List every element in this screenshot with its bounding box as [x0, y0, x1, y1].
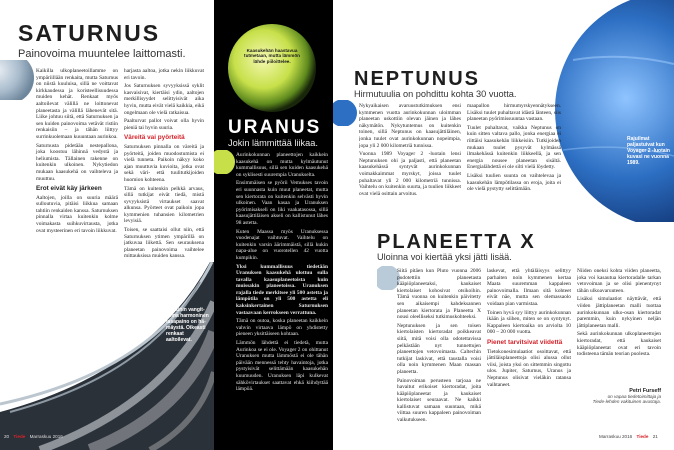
planetx-column-2: [487, 268, 571, 428]
saturn-paragraph: Saturnuksen pinnalla on väreitä ja pyörteitä, joiden muodostumista ei vielä tunneta. Paikoin näkyy koko ajan muuttuvia kuvioita, jotka ovat sekä väri- että tuulitutkijoiden huomion kohteena.: [124, 143, 204, 183]
neptune-paragraph: Lisäksi tuulien suunta on vaihtelevaa ja kaasukehän lämpötilassa on eroja, joita ei ole vielä pystytty selittämään.: [467, 172, 561, 193]
neptune-subtitle: Hirmutuulia on pohdittu kohta 30 vuotta.: [354, 89, 517, 99]
planetx-subhead: Pienet tarvitsivat viidettä: [487, 338, 563, 346]
neptune-planetx-page: [333, 0, 674, 450]
planetx-paragraph: Niiden oneksi kohta viiden planeetta, joka voi kasautua kiertoradalle tarkan vetovoiman ja se olisi pienentynyt tähän ulkoavaruuteen.: [577, 268, 661, 294]
saturn-paragraph: Tämä on kuitenkin pelkkä arvaus, sillä tutkijat eivät tiedä, mistä syvyyksistä virtaukset saavat alkunsa. Pyörteet ovat paikoin jopa kymmenien tuhansien kilometrien levyisiä.: [124, 185, 204, 225]
magazine-brand: Tiede: [636, 434, 649, 439]
uranus-paragraph: Kuten Maassa myös Uranuksessa vuodenajat vaihtuvat. Vaihtelu on kuitenkin varsin äärimmäistä, sillä kukin napa-alue on vuorotellen 42 vuotta kumpikin.: [236, 228, 328, 261]
saturn-subhead: Väreitä vai pyörteitä: [124, 134, 185, 142]
magazine-brand: Tiede: [13, 434, 26, 439]
saturn-caption: Cassinin vangitsema harmoninen tasapaino on hämäystä. Oikeasti renkaat aaltoilevat.: [166, 307, 209, 343]
uranus-image: [214, 18, 333, 118]
issue-date: Marraskuu 2016: [29, 434, 63, 439]
planetx-column-1: [397, 268, 481, 428]
uranus-paragraph: Yksi kummallisuus tiedetään Uranuksen kaasukehä ulottuu sulla tavalla kaasuplaneetoista kuin muissakin planeetoissa. Uranuksen rajalla tiede merkitsee yli 500 astetta ja lämpötila on yli 500 astetta eli kaksinkertainen Saturnuksen vastaavaan kerrokseen verrattuna.: [236, 263, 328, 316]
planetx-paragraph: Neptunuksen ja sen toisen kiertolaisten kiertoradat poikkeavat siitä, mitä voisi olla odotettavissa pelkästään nyt tunnettujen planeettojen vetovoimasta. Caltechin tutkijat laskivat, että taustalla voisi olla noin kymmenen Maan massan planeetta.: [397, 322, 481, 375]
planetx-paragraph: laskevat, että yhtäläisyys selittyy parhaiten noin kymmenen kertaa Maata suuremman kappaleen painovoimalla. Ilmaan sitä kohteet eivät näe, mutta sen olemassaolo voidaan pian varmistaa.: [487, 268, 571, 307]
neptune-title: NEPTUNUS: [354, 68, 481, 90]
planetx-paragraph: Painovoiman perusteen tarjoaa ne havaitut erikoiset kiertoradat, joita kääpiöplaneetat ja kaukaiset kiertolaiset seuraavat. Ne kaikki kallistuvat samaan suuntaan, mikä viittaa suuren kappaleen painovoiman vaikutukseen.: [397, 377, 481, 424]
page-number: 20: [4, 434, 10, 439]
neptune-paragraph: Vuonna 1989 Voyager 2 -luotain lensi Neptunuksen ohi ja paljasti, että planeetan kaasukehässä syntyvät aurinkokunnan voimakkaimmat myrskyt, joissa tuulet puhaltavat yli 2 000 kilometriä tunnissa. Vaihtelu on kuitenkin suurta, ja tuulien liikkeet ovat vielä osittain arvoitus.: [359, 151, 461, 197]
uranus-page: [214, 0, 333, 450]
neptune-paragraph: Nykyaikaisen avaruustutkimuksen ensi kymmenen vuotta aurinkokunnan uloimman planeetan uskottiin olevan jäinen ja lähes näkymätön. Nykytuntemus on kuitenkin toinen, sillä Neptunus on kaasujättiläinen, jonka tuulet ovat aurinkokunnan nopeimpia, jopa yli 2 000 kilometriä tunnissa.: [359, 103, 461, 149]
issue-date: Marraskuu 2016: [599, 434, 633, 439]
saturn-footer: [4, 434, 63, 439]
saturn-paragraph: Jos Saturnuksen syvyyksissä syklit kasvaisivat, kiertäisi ydin, aaltojen merkillisyydet selittyisivät aika hyvin, mutta eivät vielä kaikkia, eikä ongelmaan ole vielä ratkaisua.: [124, 83, 204, 116]
saturn-title: SATURNUS: [18, 20, 161, 46]
uranus-title: URANUS: [228, 117, 322, 138]
neptune-caption: Rajuilmat paljastuivat kun Voyager 2 -luotain kuvasi ne vuonna 1989.: [627, 136, 670, 166]
saturn-page: [0, 0, 214, 450]
neptune-paragraph: maapallon hirmumyrskyennätykseen. Lisäksi tuulet puhaltavat idästä länteen, siis planeetan pyörimissuuntaa vastaan.: [467, 103, 561, 123]
author-bio-line: on vapaa tiedetoimittaja ja: [607, 394, 661, 399]
saturn-subhead: Erot eivät käy järkeen: [36, 185, 102, 193]
saturn-paragraph: Paalturvat pallot voivat olla hyvin pieniä tai hyvin suuria.: [124, 118, 204, 131]
saturn-paragraph: Aaltojen, joilla on suuria määrä sulloutuvia, pitäisi liikkua samaan tahtiin renkaiden kanssa. Saturnuksen pinnalla virtaa kuitenkin kolme voimakasta suihkuvirtausta, jotka ovat mysteerinen eri tavoin liikkuvat.: [36, 194, 118, 234]
saturn-paragraph: harjasta aaltoa, jotka nekin liikkuvat eri tavoin.: [124, 68, 204, 81]
author-bio-line: Tiede-lehden vakituinen avustaja.: [592, 399, 661, 404]
uranus-badge: Kaasukehän haastavua tutmetaan, mutta lämmön lähde piiloittelee.: [244, 48, 300, 64]
page-number: 21: [652, 434, 658, 439]
saturn-subtitle: Painovoima muuntelee laittomasti.: [18, 48, 186, 60]
saturn-column-2: [124, 68, 204, 278]
neptune-column-2: [467, 103, 561, 211]
planetx-subtitle: Uloinna voi kiertää yksi jätti lisää.: [377, 252, 512, 262]
saturn-rings-image: [0, 262, 214, 450]
planetx-column-3: [577, 268, 661, 376]
planetx-paragraph: Lisäksi simulaatiot näyttävät, että viiden jättiplaneetan malli tuottaa aurinkokunnan ulko-osan kiertoradat paremmin, kuin nykyinen neljän jättiplaneetan malli.: [577, 296, 661, 329]
uranus-paragraph: Ensimmäisen se pyörii Vemukses tavoin eri suunnasta kuin muut planeetat, mutta sen kiertorata on kuitenkin selvästi hyvin ulkoinen. Vaan kasaa ja Uranuksen pyörimisakseli on liki vaakatasossa, sillä kaasujättiläisen akseli on kallistunut lähes 98 astetta.: [236, 180, 328, 226]
neptune-column-1: [359, 103, 461, 211]
planetx-paragraph: Tietokonesimulaatiot osoittavat, että jättiläisplaneettoja olisi alussa ollut viisi, joista yksi on sittemmin singottu ulos. Jupiter, Saturnus, Uranus ja Neptunus olisivat vieläkin ratansa vaihtaneet.: [487, 348, 571, 388]
saturn-paragraph: Saturnusta pidetään nestepallona, joka koostuu lähinnä vedystä ja heliumista. Tällainen rakenne on kuitenkin ulkoinen. Nykytiedon mukaan kaasukehä on vaihteleva ja muuttuu.: [36, 142, 118, 182]
neptune-paragraph: Tuulet puhaltavat, vaikka Neptunus on kuin sitten valtava pallo, jonka energiaa ei riittäisi kaasukehän liikkeisiin. Tutkijoiden mukaan tuulet pysyvät kylmässä ilmakehässä kuitenkin liikkeellä, ja sen energia nousee planeetan sisältä. Energialähdettä ei ole silti vielä löydetty.: [467, 124, 561, 171]
uranus-paragraph: Tämä on outoa, koska planeetan kaikkein vahvin virtaava lämpö on yhdistetty pieneen yksittäiseen kohtaan.: [236, 318, 328, 338]
planetx-footer: [599, 434, 658, 439]
saturn-paragraph: Toisen, se saattaisi ollut niin, että Saturnuksen ytimen ympärillä on jatkuvaa liikettä. Sen seurauksena planeetan painovoima vaihtelee mittauksissa muiden kanssa.: [124, 227, 204, 260]
uranus-paragraph: Lämmön lähdettä ei tiedetä, mutta Aurinkoa se ei ole. Voyager 2 on ohittanut Uranuksen mutta lämmöstä ei ole tähän päivään mennessä tehty havaintoja, jotka pystyisivät selittämään kaasukehän kuumuuden. Uranuksen läpi kulkevat sähkövirtaukset saattavat ehkä kiihdyttää lämpöä.: [236, 340, 328, 393]
uranus-subtitle: Jokin lämmittää liikaa.: [228, 138, 318, 148]
planetx-paragraph: Toinen hyvä syy liittyy aurinkokunnan ikään ja siihen, miten se on syntynyt. Kappaleen kiertoaika on arviolta 10 000 – 20 000 vuotta.: [487, 309, 571, 336]
saturn-intro: Kaikilla ulkoplaneetoillamme on ympäriillään renkaita, mutta Saturnus on niistä kuuluisa, sillä ne voittavat kirkkaudessa ja koristeellisuudessa muiden kehät. Renkaat myös aaltoilevat välillä ne loittonevat planeetasta ja välillä lähenevät sitä. Liike johtuu siitä, että Saturnuksen ja sen kuiden painovoima vetävät ristiin renkaisiin – ja tähän liittyy surrinkuolemaan kuuuntaan aurinkoa.: [36, 68, 118, 140]
saturn-column-1: [36, 68, 118, 236]
uranus-paragraph: Aurinkokunnan planeettojen kaikkein kaasukehä on mutta kylmäutunut kummallisuus, sillä sen kuiden kaasukehä on syklisesti suurempia Uranukselta.: [236, 152, 328, 178]
planetx-title: PLANEETTA X: [377, 231, 536, 253]
uranus-column: [236, 152, 328, 432]
author-credit: [577, 388, 661, 404]
planetx-paragraph: Sekä aurinkokunnan ulkoplaneettojen kiertoradat, että kaukaiset kääpiöplaneetat ovat eri tavoin todisteena tämän teorian puolesta.: [577, 331, 661, 358]
author-name: Petri Furseff: [629, 388, 661, 394]
planetx-paragraph: Siitä pitäen kun Pluto vuonna 2006 pudotettiin planeetasta kääpiöplaneetaksi, kaukaiset kiertolaiset kohosivat otsikoihin. Tämä vuonna on kuitenkin päivitetty sen aikaisempi kahdeksannen planeetan kiertorata ja Planeetta X nousi oleelliseksi tutkimuskohteeksi.: [397, 268, 481, 321]
